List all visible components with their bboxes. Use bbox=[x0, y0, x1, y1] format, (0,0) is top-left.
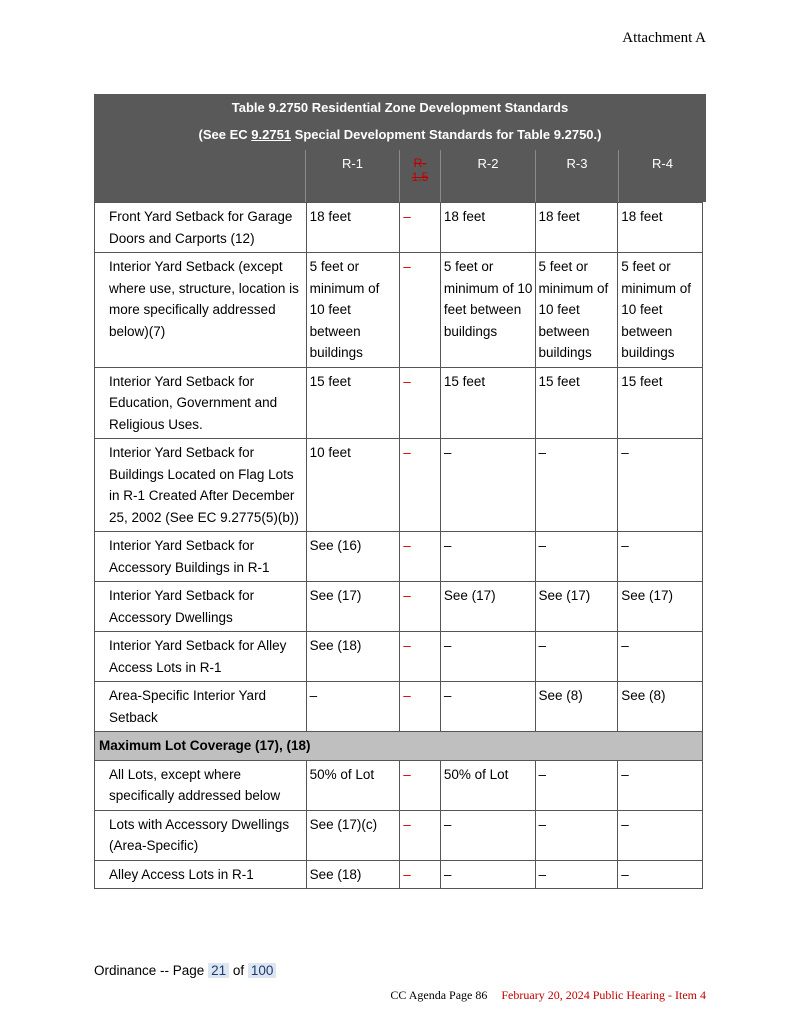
cell-r1-5: – bbox=[400, 253, 441, 368]
cell-r1: 10 feet bbox=[306, 439, 400, 532]
cell-r3: – bbox=[535, 632, 618, 682]
cell-r4: See (8) bbox=[618, 682, 703, 732]
section-heading: Maximum Lot Coverage (17), (18) bbox=[95, 732, 703, 761]
table-subtitle bbox=[94, 122, 706, 150]
table-title: Table 9.2750 Residential Zone Development Standards bbox=[231, 100, 569, 115]
cell-r1: 50% of Lot bbox=[306, 760, 400, 810]
attachment-label: Attachment A bbox=[622, 30, 706, 46]
cell-r2: See (17) bbox=[440, 582, 535, 632]
agenda-footer bbox=[390, 988, 706, 1003]
cell-r1-5: – bbox=[400, 532, 441, 582]
row-label: Alley Access Lots in R-1 bbox=[95, 860, 307, 889]
cell-r1-5: – bbox=[400, 860, 441, 889]
standards-table bbox=[94, 94, 706, 889]
cell-r3: 15 feet bbox=[535, 367, 618, 439]
subtitle-prefix: (See EC bbox=[198, 127, 252, 142]
cell-r2: – bbox=[440, 632, 535, 682]
cell-r2: – bbox=[440, 860, 535, 889]
cell-r3: See (8) bbox=[535, 682, 618, 732]
cell-r1: See (17)(c) bbox=[306, 810, 400, 860]
zone-header-r1: R-1 bbox=[305, 150, 399, 202]
cell-r1: 18 feet bbox=[306, 203, 400, 253]
cell-r2: 5 feet or minimum of 10 feet between buildings bbox=[440, 253, 535, 368]
zone-header-r3: R-3 bbox=[535, 150, 618, 202]
cell-r4: – bbox=[618, 439, 703, 532]
cell-r3: – bbox=[535, 810, 618, 860]
row-label: Area-Specific Interior Yard Setback bbox=[95, 682, 307, 732]
cell-r3: 18 feet bbox=[535, 203, 618, 253]
cell-r1-5: – bbox=[400, 682, 441, 732]
table-row bbox=[95, 810, 703, 860]
section-row bbox=[95, 732, 703, 761]
cell-r4: 18 feet bbox=[618, 203, 703, 253]
cell-r3: – bbox=[535, 439, 618, 532]
agenda-page-label: CC Agenda Page 86 bbox=[390, 988, 488, 1002]
cell-r4: – bbox=[618, 810, 703, 860]
cell-r1: – bbox=[306, 682, 400, 732]
footer-prefix: Ordinance -- Page bbox=[94, 963, 209, 978]
cell-r1-5: – bbox=[400, 810, 441, 860]
cell-r4: – bbox=[618, 632, 703, 682]
zone-header-r2: R-2 bbox=[440, 150, 535, 202]
table-row bbox=[95, 582, 703, 632]
page-total-field: 100 bbox=[248, 963, 277, 978]
row-label: Interior Yard Setback (except where use, structure, location is more specifically addressed below)(7) bbox=[95, 253, 307, 368]
row-label: Lots with Accessory Dwellings (Area-Specific) bbox=[95, 810, 307, 860]
table-row bbox=[95, 439, 703, 532]
table-row bbox=[95, 367, 703, 439]
cell-r4: – bbox=[618, 860, 703, 889]
cell-r1-5: – bbox=[400, 203, 441, 253]
cell-r1: See (17) bbox=[306, 582, 400, 632]
cell-r2: – bbox=[440, 810, 535, 860]
zone-header-r1-5: R-1.5 bbox=[399, 150, 440, 202]
footer-of: of bbox=[229, 963, 248, 978]
cell-r1: See (16) bbox=[306, 532, 400, 582]
zone-header-row bbox=[94, 150, 706, 202]
row-label: Interior Yard Setback for Accessory Buildings in R-1 bbox=[95, 532, 307, 582]
cell-r2: 15 feet bbox=[440, 367, 535, 439]
cell-r3: – bbox=[535, 860, 618, 889]
cell-r2: – bbox=[440, 682, 535, 732]
cell-r1: 5 feet or minimum of 10 feet between buildings bbox=[306, 253, 400, 368]
cell-r4: 5 feet or minimum of 10 feet between buildings bbox=[618, 253, 703, 368]
table-row bbox=[95, 532, 703, 582]
cell-r4: – bbox=[618, 760, 703, 810]
cell-r1-5: – bbox=[400, 632, 441, 682]
table-row bbox=[95, 760, 703, 810]
row-label: Interior Yard Setback for Alley Access Lots in R-1 bbox=[95, 632, 307, 682]
table-row bbox=[95, 253, 703, 368]
page-number-field: 21 bbox=[208, 963, 229, 978]
cell-r4: – bbox=[618, 532, 703, 582]
table-row bbox=[95, 632, 703, 682]
row-label: Interior Yard Setback for Education, Government and Religious Uses. bbox=[95, 367, 307, 439]
row-label: All Lots, except where specifically addressed below bbox=[95, 760, 307, 810]
cell-r3: – bbox=[535, 760, 618, 810]
subtitle-suffix: Special Development Standards for Table 9.2750.) bbox=[291, 127, 602, 142]
standards-grid bbox=[94, 202, 703, 889]
table-header bbox=[94, 94, 706, 202]
cell-r1-5: – bbox=[400, 760, 441, 810]
zone-header-r4: R-4 bbox=[618, 150, 706, 202]
cell-r3: See (17) bbox=[535, 582, 618, 632]
cell-r2: – bbox=[440, 532, 535, 582]
cell-r1-5: – bbox=[400, 367, 441, 439]
cell-r4: See (17) bbox=[618, 582, 703, 632]
table-row bbox=[95, 682, 703, 732]
cell-r1-5: – bbox=[400, 582, 441, 632]
table-row bbox=[95, 860, 703, 889]
ec-link[interactable]: 9.2751 bbox=[251, 127, 292, 142]
cell-r1: 15 feet bbox=[306, 367, 400, 439]
cell-r2: 50% of Lot bbox=[440, 760, 535, 810]
cell-r3: – bbox=[535, 532, 618, 582]
zone-header-blank bbox=[94, 150, 305, 202]
ordinance-page-footer bbox=[94, 963, 276, 978]
hearing-label: February 20, 2024 Public Hearing - Item 4 bbox=[501, 988, 706, 1002]
cell-r2: – bbox=[440, 439, 535, 532]
cell-r3: 5 feet or minimum of 10 feet between buildings bbox=[535, 253, 618, 368]
cell-r2: 18 feet bbox=[440, 203, 535, 253]
cell-r4: 15 feet bbox=[618, 367, 703, 439]
row-label: Front Yard Setback for Garage Doors and Carports (12) bbox=[95, 203, 307, 253]
row-label: Interior Yard Setback for Accessory Dwellings bbox=[95, 582, 307, 632]
cell-r1: See (18) bbox=[306, 860, 400, 889]
table-row bbox=[95, 203, 703, 253]
cell-r1: See (18) bbox=[306, 632, 400, 682]
cell-r1-5: – bbox=[400, 439, 441, 532]
row-label: Interior Yard Setback for Buildings Located on Flag Lots in R-1 Created After December 25, 2002 (See EC 9.2775(5)(b)) bbox=[95, 439, 307, 532]
